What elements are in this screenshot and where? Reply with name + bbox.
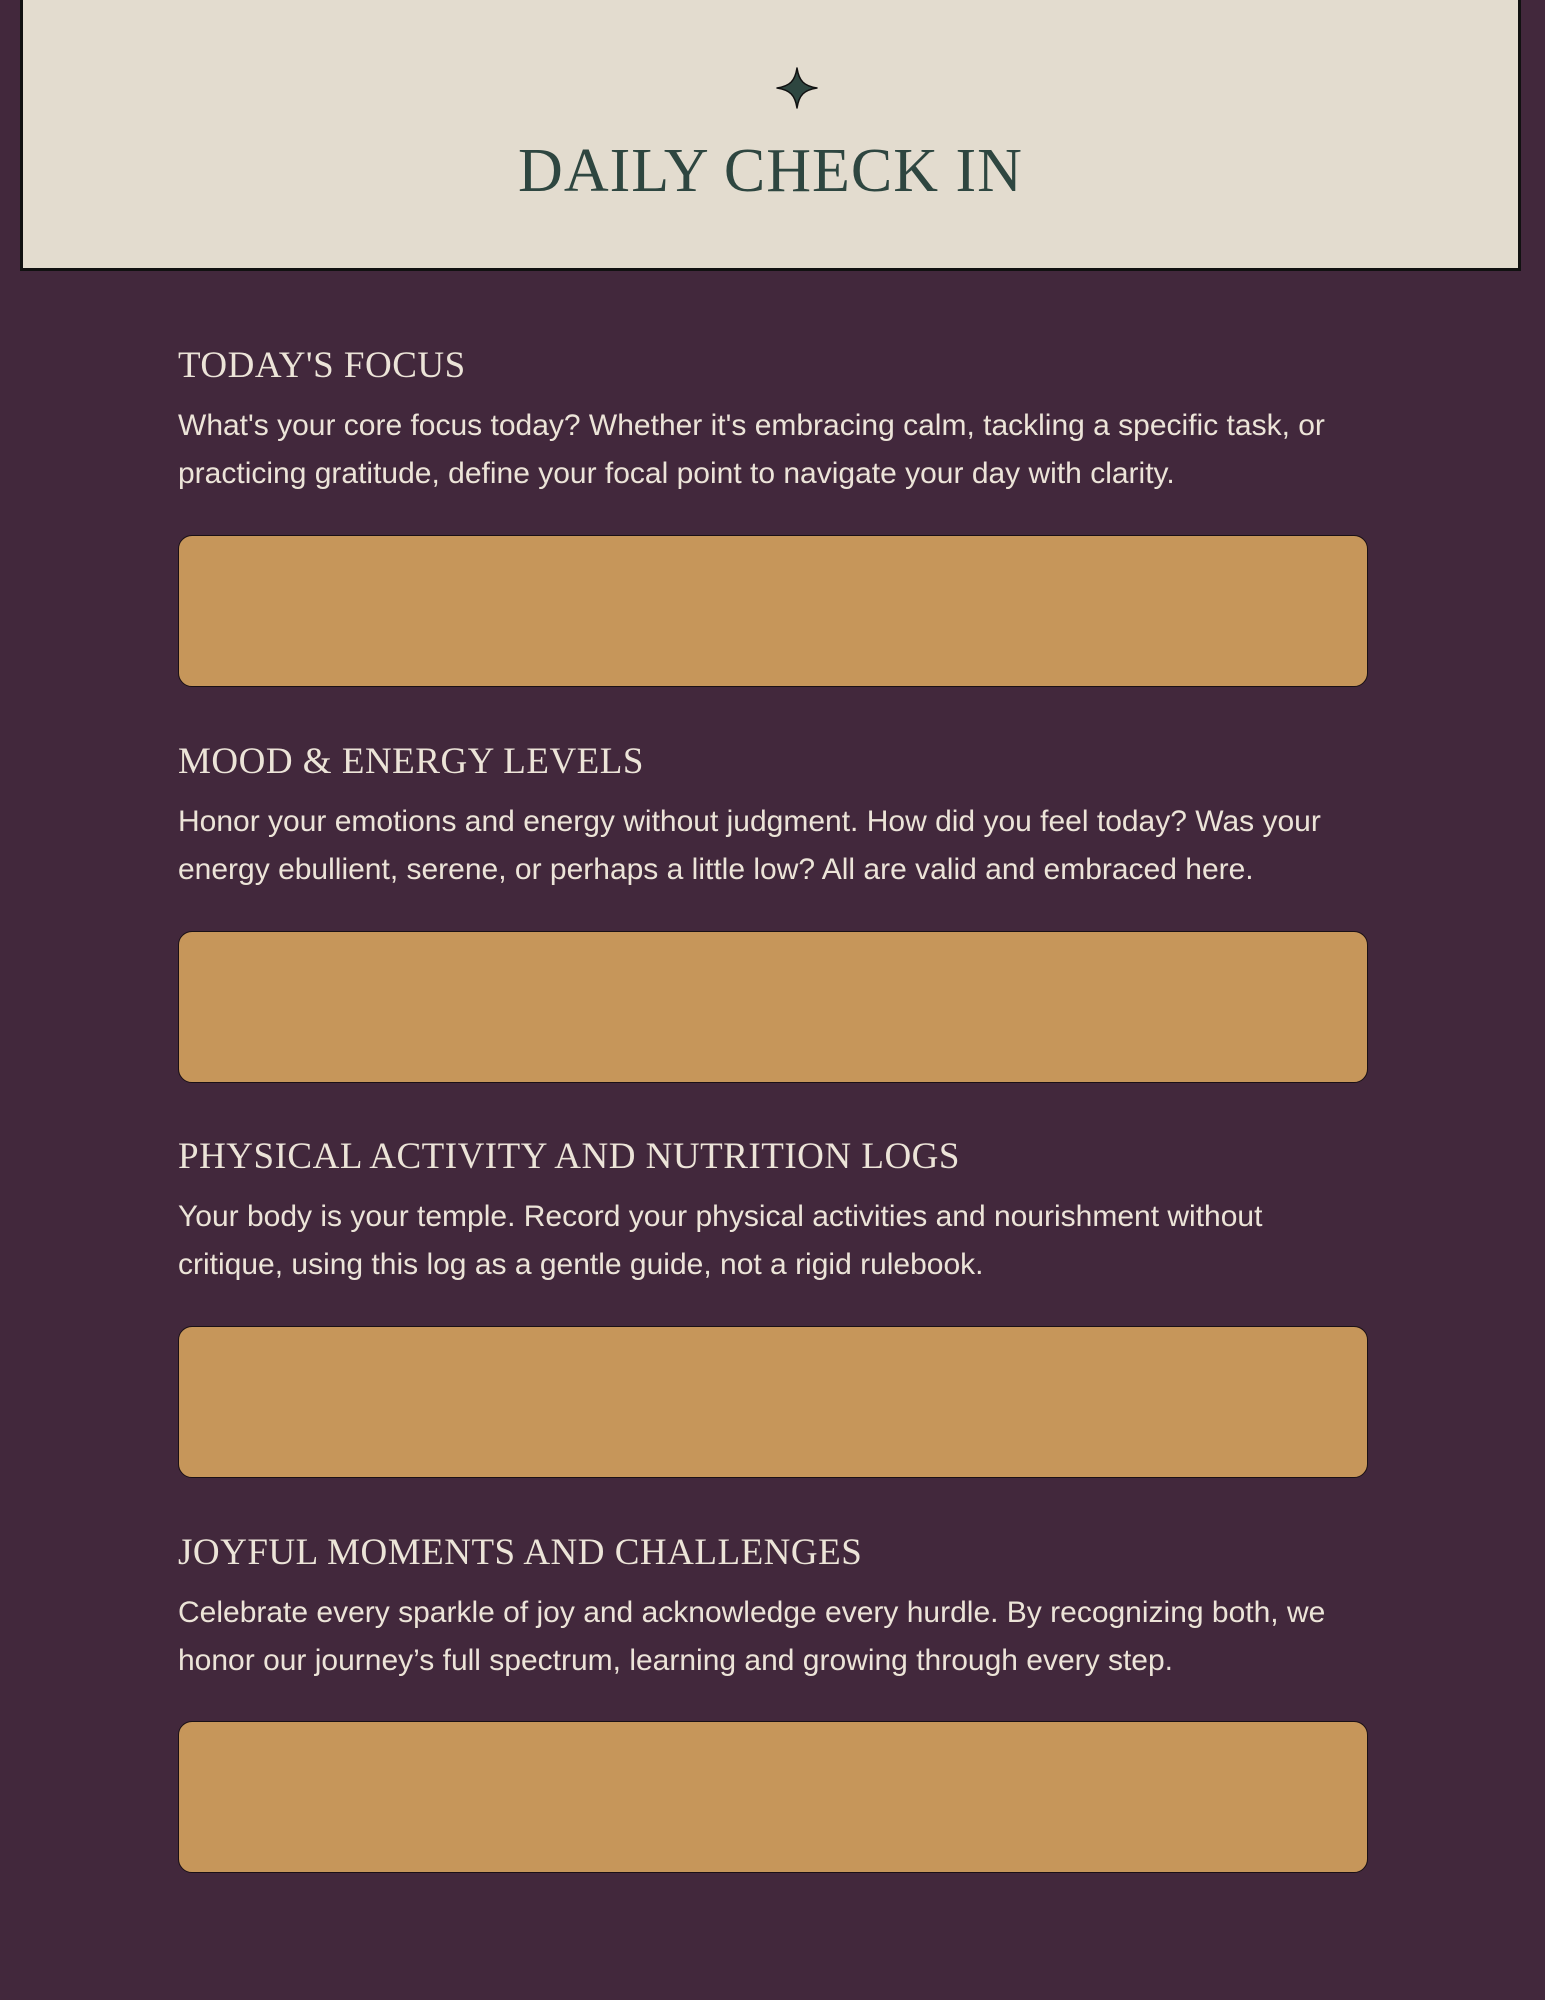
section-heading: MOOD & ENERGY LEVELS [178,741,644,782]
section-heading: PHYSICAL ACTIVITY AND NUTRITION LOGS [178,1136,960,1177]
page-title: DAILY CHECK IN [518,137,1023,205]
section-physical-activity [178,1135,1368,1289]
joyful-moments-input[interactable] [178,1721,1368,1873]
four-point-star-icon [775,66,819,110]
header-banner [20,0,1521,271]
section-description: What's your core focus today? Whether it's embracing calm, tackling a specific task, or practicing gratitude, define your focal point to navigate your day with clarity. [178,409,1325,490]
section-joyful-moments [178,1531,1368,1685]
todays-focus-input[interactable] [178,535,1368,687]
section-todays-focus [178,344,1368,498]
section-description: Honor your emotions and energy without judgment. How did you feel today? Was your energy ebullient, serene, or perhaps a little low? All are valid and embraced here. [178,805,1321,886]
section-heading: TODAY'S FOCUS [178,345,466,386]
physical-activity-input[interactable] [178,1326,1368,1478]
section-heading: JOYFUL MOMENTS AND CHALLENGES [178,1532,863,1573]
mood-energy-input[interactable] [178,931,1368,1083]
section-description: Celebrate every sparkle of joy and acknowledge every hurdle. By recognizing both, we honor our journey’s full spectrum, learning and growing through every step. [178,1596,1326,1677]
section-mood-energy [178,740,1368,894]
section-description: Your body is your temple. Record your physical activities and nourishment without critique, using this log as a gentle guide, not a rigid rulebook. [178,1200,1263,1281]
